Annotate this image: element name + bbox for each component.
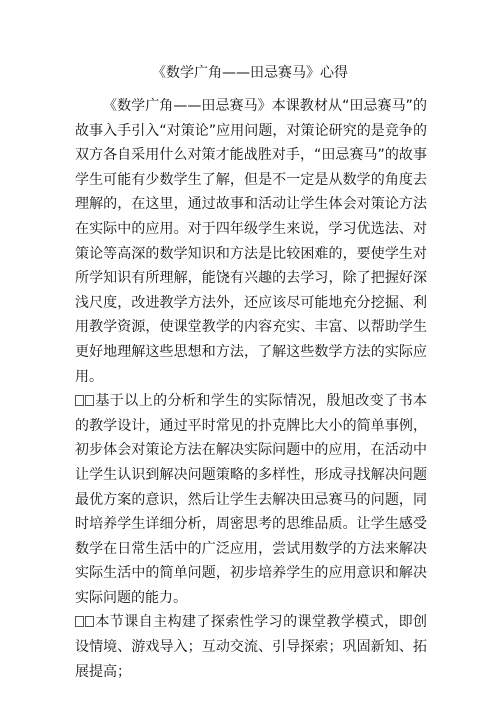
paragraph-analysis <box>75 389 427 610</box>
paragraph-intro: 《数学广角——田忌赛马》本课教材从“田忌赛马”的故事入手引入“对策论”应用问题，对策论研究的是竞争的双方各自采用什么对策才能战胜对手，“田忌赛马”的故事学生可能有少数学生了解，但是不一定是从数学的角度去理解的，在这里，通过故事和活动让学生体会对策论方法在实际中的应用。对于四年级学生来说，学习优选法、对策论等高深的数学知识和方法是比较困难的，要使学生对所学知识有所理解，能饶有兴趣的去学习，除了把握好深浅尺度，改进教学方法外，还应该尽可能地充分挖掘、利用教学资源，使课堂教学的内容充实、丰富、以帮助学生更好地理解这些思想和方法，了解这些数学方法的实际应用。 <box>75 98 427 385</box>
document-body <box>75 94 427 684</box>
paragraph-teaching-mode <box>75 610 427 684</box>
missing-glyph-icon <box>85 616 94 627</box>
paragraph-analysis-text: 基于以上的分析和学生的实际情况，殷旭改变了书本的教学设计，通过平时常见的扑克牌比大小的简单事例，初步体会对策论方法在解决实际问题中的应用，在活动中让学生认识到解决问题策略的多样性，形成寻找解决问题最优方案的意识，然后让学生去解决田忌赛马的问题，同时培养学生详细分析，周密思考的思维品质。让学生感受数学在日常生活中的广泛应用，尝试用数学的方法来解决实际生活中的简单问题，初步培养学生的应用意识和解决实际问题的能力。 <box>75 393 427 606</box>
missing-glyph-icon <box>85 395 94 406</box>
paragraph-teaching-mode-text: 本节课自主构建了探索性学习的课堂教学模式，即创设情境、游戏导入；互动交流、引导探索；巩固新知、拓展提高； <box>75 614 427 680</box>
missing-glyph-icon <box>75 616 84 627</box>
missing-glyph-icon <box>75 395 84 406</box>
document-title: 《数学广角——田忌赛马》心得 <box>152 65 348 81</box>
